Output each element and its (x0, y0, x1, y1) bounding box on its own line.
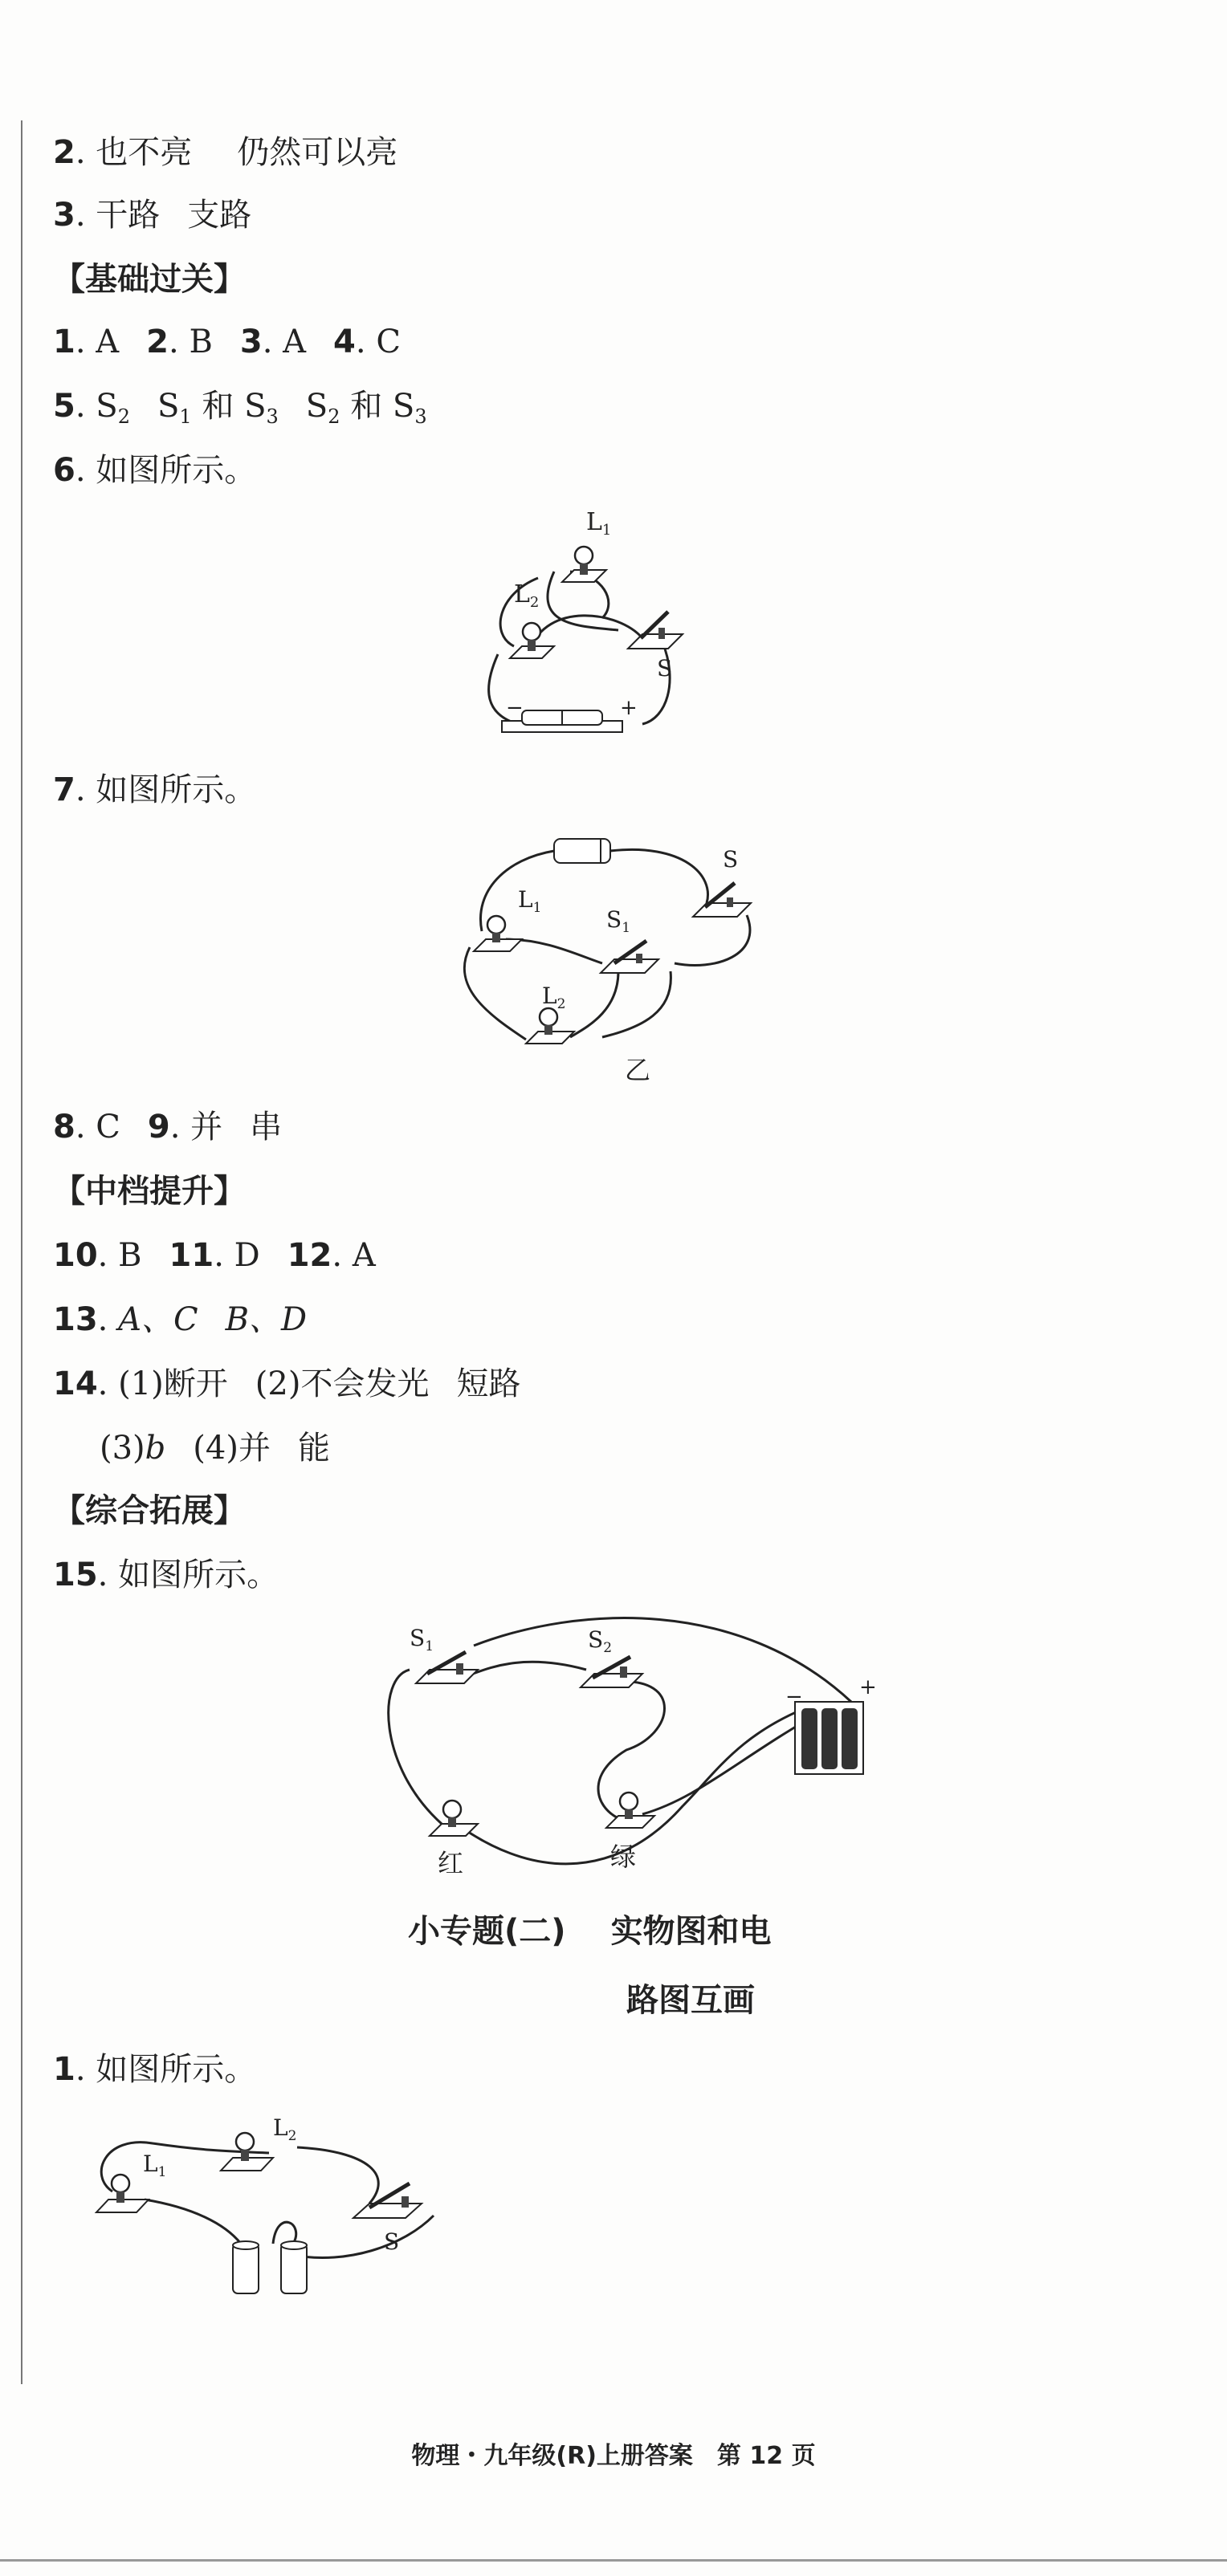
label-l1: $L_1$ (143, 2151, 167, 2180)
wire (273, 2222, 296, 2244)
answer-text: 仍然可以亮 (237, 134, 398, 171)
q-number: 5 (53, 388, 75, 425)
q-number: 8 (53, 1109, 75, 1146)
label-minus: − (506, 696, 524, 720)
switch-s1 (601, 941, 658, 973)
answer-2: 2. 也不亮 仍然可以亮 (53, 134, 398, 171)
label-l1: $L_1$ (586, 508, 612, 539)
circuit-figure-15 (377, 1614, 891, 1886)
answers-10-12: 10. B 11. D 12. A (53, 1237, 376, 1274)
answer-text: 干路 (96, 197, 161, 234)
margin-line (21, 120, 22, 2384)
switch-s1 (416, 1652, 478, 1683)
label-l1: $L_1$ (518, 886, 542, 916)
label-plus: + (620, 696, 638, 720)
switch-s (628, 612, 683, 649)
answer-text: 也不亮 (96, 134, 193, 171)
wire (530, 616, 642, 650)
answer-text: A (96, 324, 120, 360)
q-number: 13 (53, 1301, 98, 1338)
label-l2: $L_2$ (542, 983, 566, 1012)
answer-14-cont: (3)b (4)并 能 (100, 1430, 330, 1467)
answer-14: 14. (1)断开 (2)不会发光 短路 (53, 1365, 521, 1402)
lamp-l2 (510, 623, 554, 658)
label-minus: − (785, 1685, 803, 1709)
label-s: S (657, 655, 673, 682)
page-footer: 物理・九年级(R)上册答案 第 12 页 (411, 2442, 816, 2470)
wire (610, 849, 708, 903)
label-s1: $S_1$ (410, 1625, 434, 1654)
section-heading-extension: 【综合拓展】 (53, 1492, 246, 1529)
q-number: 1 (53, 324, 75, 360)
label-red: 红 (438, 1848, 464, 1878)
q-number: 12 (287, 1237, 332, 1274)
label-plus: + (859, 1675, 877, 1699)
wire (602, 971, 671, 1037)
answer-text: C (376, 324, 401, 360)
label-s: S (723, 846, 739, 873)
bottom-rule (0, 2559, 1227, 2562)
section-heading-basic: 【基础过关】 (53, 261, 246, 298)
lamp-l1 (562, 547, 606, 582)
answer-text: 如图所示。 (96, 452, 257, 489)
answer-3: 3. 干路 支路 (53, 197, 252, 234)
wire (466, 1706, 811, 1864)
battery-pack (795, 1702, 863, 1774)
switch-s (693, 883, 751, 917)
figure-caption: 乙 (625, 1055, 651, 1085)
answers-8-9: 8. C 9. 并 串 (53, 1109, 283, 1146)
label-l2: $L_2$ (514, 580, 540, 611)
answer-5: 5. $S_2$ $S_1$ 和 $S_3$ $S_2$ 和 $S_3$ (53, 388, 427, 428)
wire (297, 2147, 378, 2204)
circuit-figure-6 (482, 506, 691, 747)
answer-text: 如图所示。 (96, 2051, 257, 2088)
section-heading-middle: 【中档提升】 (53, 1173, 246, 1210)
wire (464, 947, 526, 1040)
lamp-green (606, 1793, 654, 1828)
answer-text: B (189, 324, 213, 360)
q-number: 3 (53, 197, 75, 234)
q-number: 10 (53, 1237, 98, 1274)
q-number: 11 (169, 1237, 214, 1274)
answer-15: 15. 如图所示。 (53, 1557, 279, 1593)
label-l2: $L_2$ (273, 2114, 297, 2144)
topic-answer-1: 1. 如图所示。 (53, 2051, 257, 2088)
answer-7: 7. 如图所示。 (53, 771, 257, 808)
answer-6: 6. 如图所示。 (53, 452, 257, 489)
wire (506, 939, 602, 963)
wire (389, 1670, 442, 1824)
answer-text: 如图所示。 (118, 1557, 279, 1593)
label-s1: $S_1$ (606, 906, 631, 936)
label-s: S (384, 2228, 400, 2255)
q-number: 1 (53, 2051, 75, 2088)
q-number: 2 (146, 324, 169, 360)
label-green: 绿 (610, 1841, 637, 1872)
battery-cell (233, 2241, 259, 2293)
q-number: 3 (239, 324, 263, 360)
q-number: 15 (53, 1557, 98, 1593)
circuit-figure-topic-1 (80, 2111, 466, 2328)
q-number: 6 (53, 452, 75, 489)
topic-title-line1: 小专题(二) 实物图和电 (408, 1913, 772, 1950)
q-number: 7 (53, 771, 75, 808)
wire (297, 2216, 434, 2258)
wire (570, 971, 618, 1037)
wire (675, 915, 750, 966)
battery-cell (281, 2241, 307, 2293)
switch-s (353, 2183, 422, 2218)
q-number: 14 (53, 1365, 98, 1402)
label-s2: $S_2$ (588, 1626, 613, 1656)
switch-s2 (581, 1657, 642, 1687)
topic-title-line2: 路图互画 (626, 1982, 755, 2019)
answers-1-4: 1. A 2. B 3. A 4. C (53, 324, 401, 360)
q-number: 9 (147, 1109, 170, 1146)
battery (554, 839, 610, 863)
q-number: 4 (333, 324, 356, 360)
answer-13: 13. A、C B、D (53, 1301, 308, 1338)
answer-text: 支路 (187, 197, 252, 234)
lamp-l2 (526, 1008, 574, 1044)
wire (145, 2200, 241, 2244)
circuit-figure-7 (458, 827, 779, 1084)
answer-text: 如图所示。 (96, 771, 257, 808)
q-number: 2 (53, 134, 75, 171)
answer-text: A (283, 324, 307, 360)
